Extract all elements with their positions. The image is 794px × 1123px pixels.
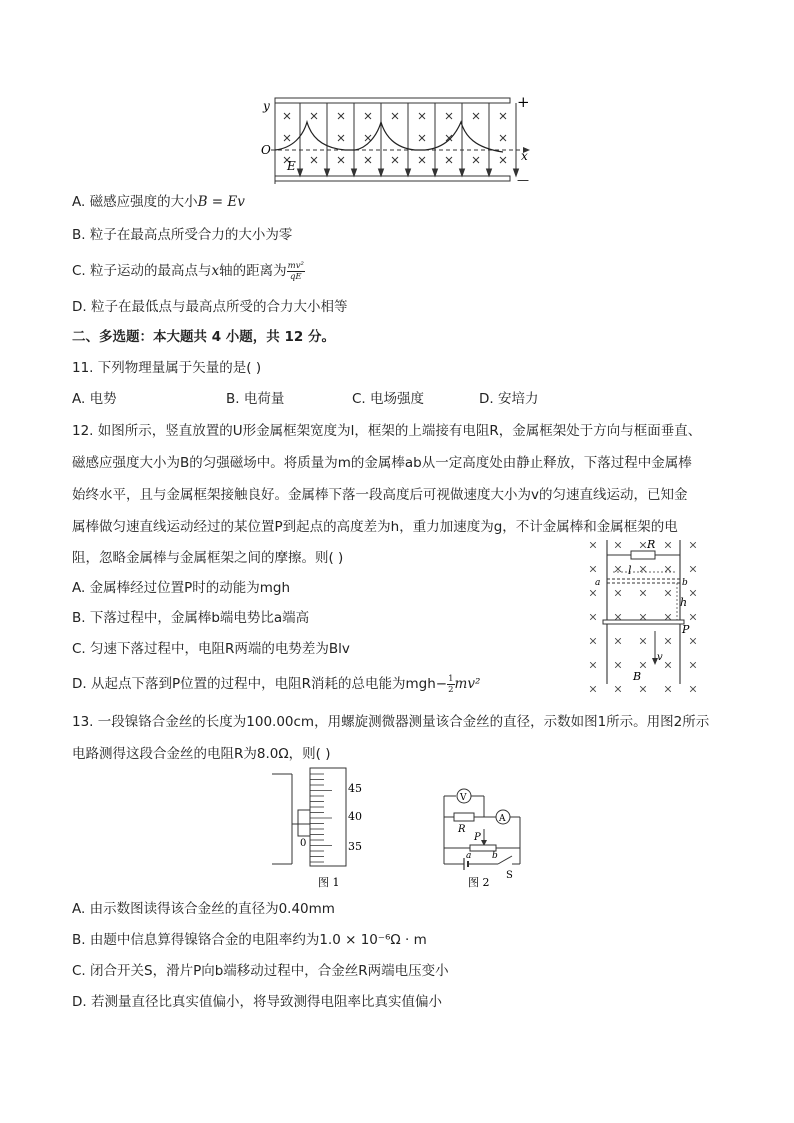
b-field-cross	[473, 113, 479, 119]
b-field-cross	[284, 113, 290, 119]
fraction-denominator: 2	[448, 684, 454, 695]
q12-option-a[interactable]	[72, 578, 290, 598]
top-plate	[275, 98, 510, 103]
q11-option-d-text: D. 安培力	[479, 391, 539, 407]
b-field-cross	[392, 113, 398, 119]
tick-label-35: 35	[348, 840, 362, 853]
fraction-numerator: mv²	[287, 260, 304, 271]
q13-line-2: 电路测得这段合金丝的电阻R为8.0Ω，则( )	[72, 746, 331, 762]
bottom-plate	[275, 176, 510, 181]
q13-option-c[interactable]	[72, 961, 449, 981]
q13-option-d[interactable]	[72, 992, 442, 1012]
tick-label-40: 40	[348, 810, 362, 823]
q12-option-d[interactable]	[72, 670, 480, 698]
q11-option-a-text: A. 电势	[72, 391, 117, 407]
q12-option-d-fraction	[447, 674, 454, 695]
label-b: b	[682, 578, 688, 588]
q10-option-d-text: D. 粒子在最低点与最高点所受的合力大小相等	[72, 299, 348, 315]
b-field-cross	[590, 542, 596, 548]
b-field-cross	[615, 542, 621, 548]
b-field-cross	[615, 686, 621, 692]
q13-line-1: 13. 一段镍铬合金丝的长度为100.00cm，用螺旋测微器测量该合金丝的直径，示数如图1所示。用图2所示	[72, 714, 710, 730]
b-field-cross	[640, 662, 646, 668]
q10-option-a[interactable]	[72, 192, 245, 212]
label-b-field: B	[633, 670, 642, 683]
b-field-cross	[338, 135, 344, 141]
b-field-cross	[640, 542, 646, 548]
q12-line-5: 阻，忽略金属棒与金属框架之间的摩擦。则( )	[72, 550, 344, 566]
q10-option-a-prefix: A. 磁感应强度的大小	[72, 194, 198, 210]
label-voltmeter: V	[460, 793, 467, 803]
label-p: P	[474, 832, 481, 843]
b-field-cross	[311, 157, 317, 163]
q12-option-d-prefix: D. 从起点下落到P位置的过程中，电阻R消耗的总电能为mgh−	[72, 676, 448, 692]
q10-option-c-var: x	[211, 263, 220, 279]
switch-s	[498, 856, 512, 864]
label-r: R	[647, 538, 656, 551]
q11-option-b-text: B. 电荷量	[226, 391, 285, 407]
b-field-cross	[690, 662, 696, 668]
q13-stem-line-2	[72, 744, 331, 764]
q10-option-a-math: B = Ev	[197, 194, 245, 210]
b-field-cross	[590, 566, 596, 572]
q10-figure	[255, 92, 545, 192]
b-field-cross	[446, 113, 452, 119]
q12-option-c[interactable]	[72, 639, 350, 659]
q10-option-c[interactable]	[72, 257, 305, 285]
q12-stem-line-1	[72, 421, 701, 441]
b-field-cross	[419, 113, 425, 119]
b-field-cross	[338, 113, 344, 119]
section-2-title	[72, 327, 335, 347]
b-field-cross	[615, 638, 621, 644]
e-label: E	[287, 159, 296, 173]
q13-option-a-text: A. 由示数图读得该合金丝的直径为0.40mm	[72, 901, 335, 917]
fraction-numerator: 1	[448, 673, 454, 684]
q10-option-d[interactable]	[72, 297, 347, 317]
metal-rod	[603, 620, 684, 624]
q11-stem	[72, 358, 261, 378]
b-field-cross	[338, 157, 344, 163]
q13-stem-line-1	[72, 712, 709, 732]
b-field-cross	[665, 542, 671, 548]
b-field-cross	[665, 638, 671, 644]
q12-option-c-text: C. 匀速下落过程中，电阻R两端的电势差为Blv	[72, 641, 350, 657]
b-field-cross	[690, 590, 696, 596]
q12-option-d-suffix: mv²	[454, 676, 481, 692]
b-field-cross	[665, 566, 671, 572]
minus-label: —	[517, 173, 529, 187]
q12-option-b-text: B. 下落过程中，金属棒b端电势比a端高	[72, 610, 310, 626]
b-field-cross	[615, 662, 621, 668]
resistor-r	[454, 813, 474, 821]
label-b: b	[492, 851, 498, 861]
e-field-arrowhead	[325, 169, 330, 176]
b-field-cross	[590, 662, 596, 668]
figure-2-caption: 图 2	[468, 876, 490, 889]
b-field-cross	[665, 590, 671, 596]
e-field-arrowhead	[406, 169, 411, 176]
b-field-cross	[665, 662, 671, 668]
label-r: R	[458, 824, 466, 835]
q13-option-b-text: B. 由题中信息算得镍铬合金的电阻率约为1.0 × 10⁻⁶Ω · m	[72, 932, 427, 948]
label-a: a	[466, 851, 472, 861]
q12-line-3: 始终水平，且与金属框架接触良好。金属棒下落一段高度后可视做速度大小为v的匀速直线运动，已知金	[72, 487, 688, 503]
b-field-cross	[500, 135, 506, 141]
q11-option-c-text: C. 电场强度	[352, 391, 425, 407]
b-field-cross	[392, 157, 398, 163]
q13-option-a[interactable]	[72, 899, 335, 919]
b-field-cross	[640, 686, 646, 692]
q13-figure-1-micrometer	[262, 764, 382, 892]
q13-option-c-text: C. 闭合开关S，滑片P向b端移动过程中，合金丝R两端电压变小	[72, 963, 449, 979]
b-field-cross	[690, 566, 696, 572]
b-field-cross	[615, 614, 621, 620]
q11-stem-text: 11. 下列物理量属于矢量的是( )	[72, 360, 262, 376]
label-a: a	[595, 578, 601, 588]
e-field-arrowhead	[352, 169, 357, 176]
b-field-cross	[473, 157, 479, 163]
q12-line-1: 12. 如图所示，竖直放置的U形金属框架宽度为l，框架的上端接有电阻R，金属框架处于方向与框面垂直、	[72, 423, 702, 439]
x-label: x	[521, 149, 528, 163]
e-field-lines	[298, 103, 519, 176]
q12-line-2: 磁感应强度大小为B的匀强磁场中。将质量为m的金属棒ab从一定高度处由静止释放，下落过程中金属棒	[72, 455, 692, 471]
q13-option-d-text: D. 若测量直径比真实值偏小，将导致测得电阻率比真实值偏小	[72, 994, 442, 1010]
q11-option-a[interactable]	[72, 389, 117, 409]
e-field-arrowhead	[379, 169, 384, 176]
b-field-cross	[665, 614, 671, 620]
trajectory-curve	[275, 122, 503, 152]
b-field-cross	[590, 686, 596, 692]
b-field-cross	[640, 566, 646, 572]
fraction-denominator: qE	[289, 271, 302, 282]
q10-option-b-text: B. 粒子在最高点所受合力的大小为零	[72, 227, 293, 243]
b-field-cross	[284, 135, 290, 141]
label-h: h	[680, 596, 688, 609]
q10-option-c-fraction	[287, 261, 305, 282]
b-field-cross	[365, 157, 371, 163]
b-field-cross	[640, 638, 646, 644]
b-field-cross	[690, 638, 696, 644]
origin-label: O	[261, 143, 271, 157]
b-field-cross	[640, 614, 646, 620]
q12-option-b[interactable]	[72, 608, 309, 628]
q10-option-c-prefix: C. 粒子运动的最高点与	[72, 263, 212, 279]
b-field-cross	[690, 686, 696, 692]
q13-figure-2-circuit	[432, 784, 532, 892]
b-field-cross	[365, 113, 371, 119]
b-field-cross	[419, 135, 425, 141]
q11-option-d[interactable]	[479, 389, 538, 409]
e-field-arrowhead	[433, 169, 438, 176]
b-field-cross	[365, 135, 371, 141]
b-field-cross	[446, 157, 452, 163]
b-field-cross	[690, 542, 696, 548]
section-2-title-text: 二、多选题：本大题共 4 小题，共 12 分。	[72, 329, 335, 345]
figure-1-caption: 图 1	[318, 876, 340, 889]
b-field-cross	[590, 638, 596, 644]
q13-option-b[interactable]	[72, 930, 427, 950]
sleeve-zero-label: 0	[300, 838, 307, 849]
tick-label-45: 45	[348, 782, 362, 795]
b-field-crosses	[284, 113, 506, 163]
q11-option-b[interactable]	[226, 389, 284, 409]
e-field-arrowhead	[298, 169, 303, 176]
q12-option-a-text: A. 金属棒经过位置P时的动能为mgh	[72, 580, 290, 596]
b-field-cross	[640, 590, 646, 596]
q10-option-b[interactable]	[72, 225, 292, 245]
q12-stem-line-2	[72, 453, 692, 473]
label-v: v	[657, 652, 663, 663]
resistor-r	[631, 551, 655, 559]
q12-stem-line-5	[72, 548, 343, 568]
y-label: y	[263, 99, 270, 113]
plus-label: +	[517, 93, 530, 111]
label-l: l	[628, 564, 632, 577]
q11-option-c[interactable]	[352, 389, 424, 409]
b-field-cross	[500, 113, 506, 119]
b-field-cross	[419, 157, 425, 163]
b-field-cross	[690, 614, 696, 620]
label-p: P	[682, 623, 690, 636]
e-field-arrowhead	[460, 169, 465, 176]
q12-figure	[583, 534, 709, 696]
b-field-cross	[500, 157, 506, 163]
q10-option-c-mid: 轴的距离为	[219, 263, 287, 279]
label-ammeter: A	[499, 814, 506, 824]
b-field-cross	[615, 590, 621, 596]
b-field-cross	[590, 614, 596, 620]
b-field-cross	[615, 566, 621, 572]
b-field-cross	[311, 113, 317, 119]
sleeve	[298, 810, 310, 836]
b-field-cross	[665, 686, 671, 692]
q12-stem-line-3	[72, 485, 688, 505]
e-field-arrowhead	[487, 169, 492, 176]
q12-line-4: 属棒做匀速直线运动经过的某位置P到起点的高度差为h，重力加速度为g，不计金属棒和金属框架的电	[72, 519, 678, 535]
b-field-cross	[590, 590, 596, 596]
label-s: S	[506, 870, 513, 881]
